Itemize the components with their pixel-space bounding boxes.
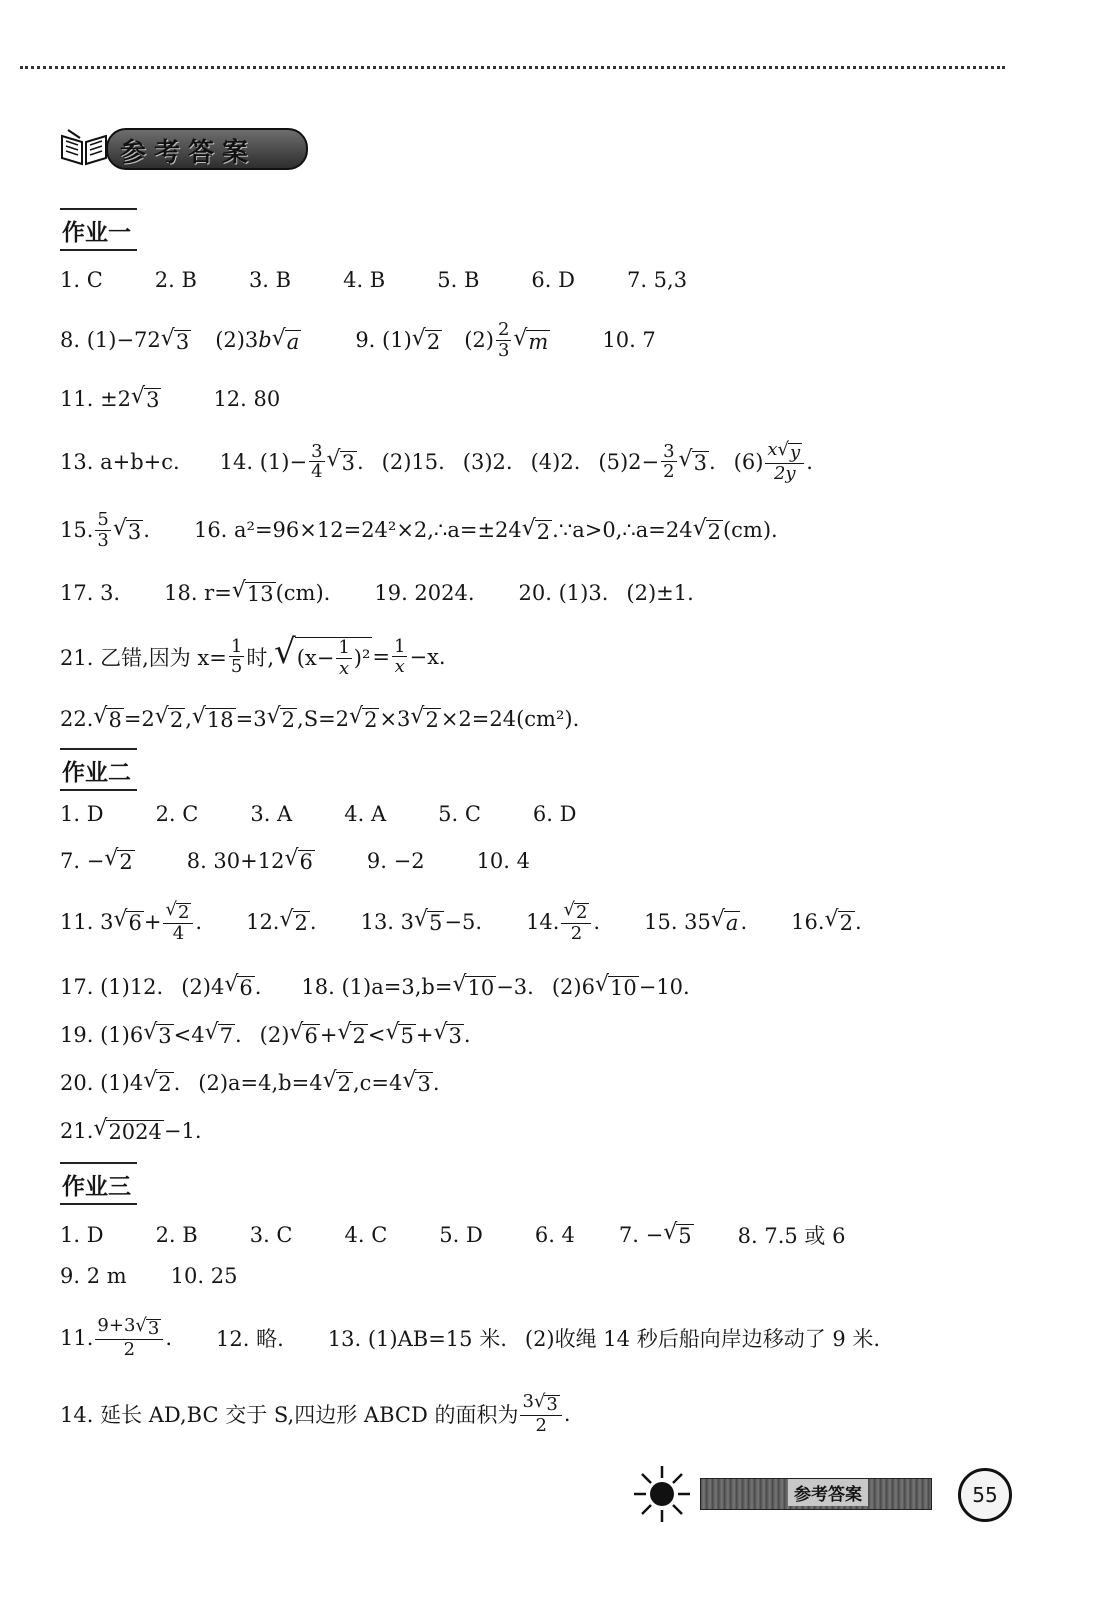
answer: 13. (1)AB=15 米. [327,1326,507,1351]
answer: 5. C [438,802,481,826]
fraction: $\frac{3}{2}$ [663,440,675,483]
banner-title: 参考答案 [120,138,257,168]
sqrt: √ a [271,325,300,354]
answer: 13. a+b+c. [60,449,180,474]
sqrt: √ 3 [326,447,355,476]
sqrt: √ 2 [410,704,439,732]
sqrt: √ 2 [521,515,551,544]
sqrt: √ 3 [112,515,142,544]
answer: 3. A [250,802,293,826]
sqrt: √ 10 [594,972,637,1000]
sqrt: √ 2 [279,907,308,936]
variable: b [258,328,272,353]
answer: 10. 25 [170,1264,238,1288]
answer: (3)2. [462,449,513,474]
section-title-1: 作业一 [60,208,137,251]
section-title-3: 作业三 [60,1162,137,1205]
s1-line-21: 21. 乙错,因为 x= $\frac{1}{5}$ 时, √ (x− $\frac{1}{x}$ )² = $\frac{1}{x}$ −x. [60,632,446,679]
answer: 3. B [248,268,292,292]
fraction: x √ y 2y [765,440,804,484]
s3-line-11: 11. 9+3 √ 3 2 . 12. 略. 13. (1)AB=15 米. (2)收绳 14 秒后船向岸边移动了 9 米. [60,1315,881,1360]
answer: 8. (1)−72 [60,328,161,353]
sqrt: √ 5 [663,1220,692,1249]
sqrt: √ 3 [131,384,160,412]
answer: 4. C [344,1223,388,1247]
sqrt: √ a [710,907,739,936]
answer: 11. [60,1325,94,1350]
s1-line-11 [60,386,280,411]
sqrt: √ 2 [322,1068,351,1096]
page-number: 55 [958,1468,1012,1522]
answer: 21. [60,1118,94,1143]
answer: 2. B [154,268,197,292]
fraction: √ 2 2 [561,900,591,944]
answer: 9. (1) [355,328,412,353]
answer: (2)a=4,b=4 [198,1070,323,1095]
sqrt: √ 2024 [93,1116,162,1144]
sqrt: √ 10 [452,972,495,1000]
sqrt: √ 3 [433,1020,462,1048]
answer: 12. 略. [216,1326,284,1351]
answer: 17. (1)12. [60,974,164,999]
answer: (2)3 [215,328,259,353]
s2-line-19: 19. (1)6 √ 3 <4 √ 7 . (2) √ 6 + √ 2 < √ 5 + √ 3 . [60,1020,471,1048]
sqrt: √ 18 [191,704,234,732]
answer: 9. −2 [366,848,425,873]
answer: (2)6 [551,974,595,999]
sqrt: √ 3 [402,1068,431,1096]
fraction: √ 2 4 [163,900,193,944]
sqrt: √ 13 [231,578,274,606]
footer-label: 参考答案 [788,1479,868,1506]
answer: 19. (1)6 [60,1022,144,1047]
answer: 12. 80 [213,386,281,411]
answer: 2. B [155,1223,198,1247]
answer: 14. 延长 AD,BC 交于 S,四边形 ABCD 的面积为 [60,1402,519,1427]
s3-line-14: 14. 延长 AD,BC 交于 S,四边形 ABCD 的面积为 3 √ 3 2 . [60,1391,571,1436]
answer: 15. 35 [644,909,711,934]
sqrt: √ 2 [411,325,441,354]
sqrt: √ m [513,325,549,354]
s1-line-8 [60,320,656,361]
open-book-icon [58,124,110,168]
answer: 13. 3 [360,909,415,934]
answer: 7. 5,3 [626,268,688,292]
s1-line-13: 13. a+b+c. 14. (1)− $\frac{3}{4}$ √ 3 . (2)15. (3)2. (4)2. (5)2− $\frac{3}{2}$ √ 3 . (6) x √ y 2y . [60,439,813,484]
fraction: $\frac{2}{3}$ [497,319,510,361]
answer: 10. 7 [602,328,656,353]
sqrt: √ 2 [143,1068,172,1096]
answer: 3. C [249,1223,293,1247]
sqrt: √ 2 [154,704,184,732]
answer: 21. 乙错,因为 x= [60,645,227,670]
answer: 1. D [60,1223,104,1247]
section-title-2: 作业二 [60,748,137,791]
fraction: $\frac{3}{4}$ [311,440,323,483]
s1-line-15: 15. $\frac{5}{3}$ √ 3 . 16. a²=96×12=24²×2,∴a=±24 √ 2 .∵a>0,∴a=24 √ 2 (cm). [60,509,778,551]
answer: 8. 7.5 或 6 [737,1224,846,1248]
answer: 16. [791,909,825,934]
answer: 1. C [60,268,103,292]
answer: 18. r= [164,580,232,605]
answer: (2) [464,328,494,353]
answer: (2)4 [181,974,225,999]
sqrt: √ 3 [678,447,707,476]
sqrt: √ 7 [204,1020,233,1048]
sqrt: √ 2 [266,704,296,732]
sqrt: √ 5 [385,1020,414,1048]
sqrt: √ 5 [414,907,443,936]
top-dotted-rule [20,66,1005,69]
answer: (6) [733,449,764,474]
answer: 11. 3 [60,909,114,934]
s3-line-9 [60,1264,237,1288]
sqrt: √ (x− $\frac{1}{x}$ )² [274,632,371,679]
page-footer [630,1462,1080,1542]
answer: 1. D [60,802,104,826]
s2-line-20: 20. (1)4 √ 2 . (2)a=4,b=4 √ 2 ,c=4 √ 3 . [60,1068,440,1096]
answer: 16. a²=96×12=24²×2,∴a=±24 [193,518,522,543]
answer: 10. 4 [476,848,530,873]
s2-line-1 [60,802,576,826]
answer: 6. D [532,802,577,826]
s3-line-1 [60,1220,845,1250]
sqrt: √ 2 [337,1020,366,1048]
sqrt: √ 2 [104,846,133,874]
sqrt: √ 3 [143,1020,172,1048]
answer: 18. (1)a=3,b= [301,974,453,999]
fraction: $\frac{5}{3}$ [97,509,109,551]
answer: (5)2− [598,449,660,474]
s1-line-22: 22. √ 8 =2 √ 2 , √ 18 =3 √ 2 ,S=2 √ 2 ×3 √ 2 ×2=24(cm²). [60,704,580,732]
fraction: $\frac{1}{x}$ [394,635,406,678]
sqrt: √ 2 [824,907,853,936]
answer: 14. [526,909,560,934]
fraction: 9+3 √ 3 2 [95,1316,163,1360]
s2-line-7 [60,848,530,873]
answer: 12. [246,909,280,934]
answer: 20. (1)4 [60,1070,144,1095]
answer: 14. (1)− [219,449,308,474]
answer: 11. ±2 [60,386,132,411]
s2-line-17: 17. (1)12. (2)4 √ 6 . 18. (1)a=3,b= √ 10 −3. (2)6 √ 10 −10. [60,972,690,1000]
answer: 5. D [439,1223,483,1247]
answer: 4. A [344,802,387,826]
s2-line-11: 11. 3 √ 6 + √ 2 4 . 12. √ 2 . 13. 3 √ 5 −5. 14. √ 2 2 . 15. 35 √ a . 16. √ 2 . [60,899,862,944]
answer: 4. B [343,268,386,292]
sqrt: √ 3 [160,325,190,354]
answer: (2)收绳 14 秒后船向岸边移动了 9 米. [524,1326,881,1351]
answer: 15. [60,518,94,543]
answer: (2)±1. [626,580,694,605]
sun-icon [630,1462,694,1526]
answer: 5. B [437,268,480,292]
sqrt: √ 6 [113,907,142,936]
sqrt: √ 6 [284,846,313,874]
s1-line-17: 17. 3. 18. r= √ 13 (cm). 19. 2024. 20. (1)3. (2)±1. [60,578,694,606]
answer: 6. D [531,268,575,292]
sqrt: √ 8 [93,704,122,732]
s2-line-21: 21. √ 2024 −1. [60,1116,202,1144]
answer-key-banner [58,122,308,172]
answer: (2)15. [381,449,445,474]
sqrt: √ 2 [349,704,378,732]
s1-line-1 [60,268,687,292]
answer: 9. 2 m [60,1264,127,1288]
answer: 7. − [60,848,105,873]
answer: 19. 2024. [374,580,475,605]
sqrt: √ 6 [224,972,253,1000]
answer: (2) [259,1022,290,1047]
answer: 17. 3. [60,580,121,605]
answer: 8. 30+12 [186,848,285,873]
answer: (4)2. [530,449,581,474]
fraction: 3 √ 3 2 [520,1392,561,1436]
answer: 6. 4 [534,1223,575,1247]
fraction: $\frac{1}{5}$ [230,635,243,678]
answer: 20. (1)3. [518,580,609,605]
answer: 7. − [618,1223,664,1247]
answer: 2. C [155,802,199,826]
sqrt: √ 6 [289,1020,318,1048]
sqrt: √ 2 [692,515,721,544]
